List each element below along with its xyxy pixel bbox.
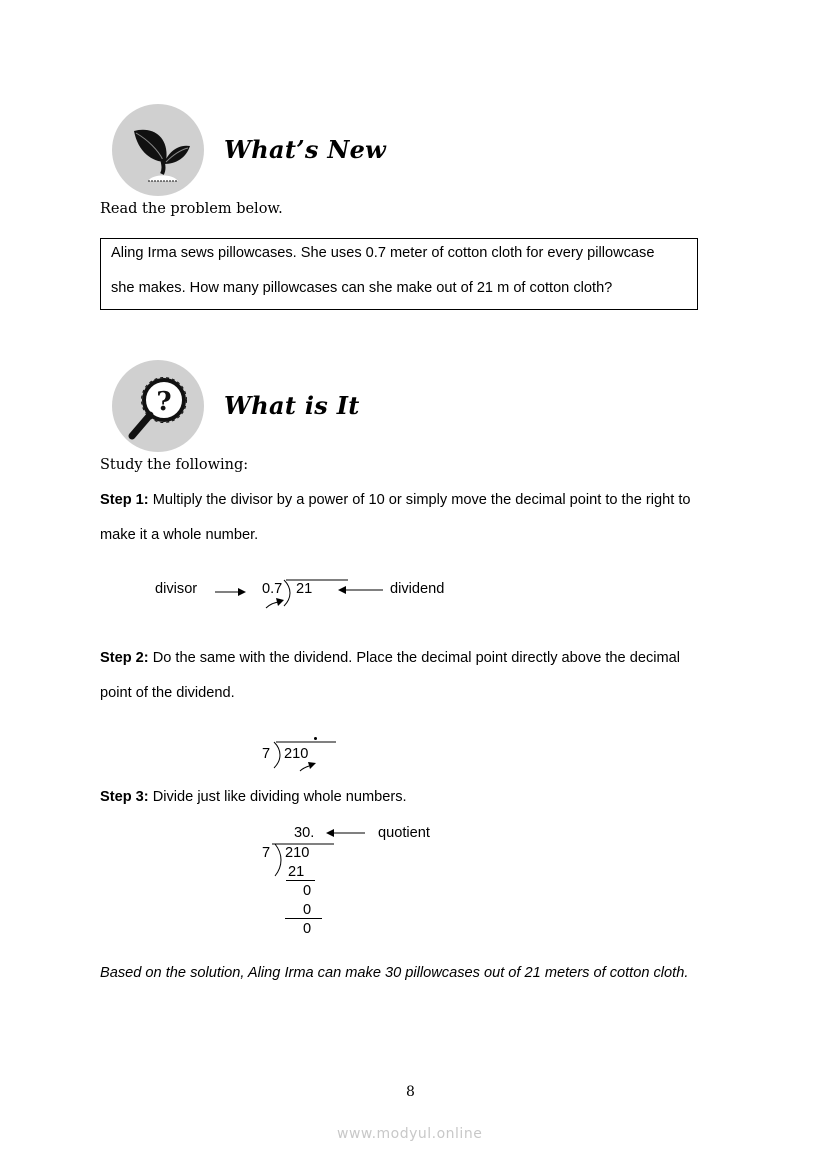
divisor-7-long: 7 <box>262 845 271 861</box>
divisor-value: 0.7 <box>262 581 283 597</box>
page-number: 8 <box>406 1084 415 1100</box>
step-2-label: Step 2: <box>100 650 149 666</box>
study-intro: Study the following: <box>100 457 249 473</box>
conclusion-text: Based on the solution, Aling Irma can make 30 pillowcases out of 21 meters of cotton cloth. <box>100 965 689 981</box>
long-division-row-4: 0 <box>303 921 312 937</box>
step-1-line-1: Step 1: Multiply the divisor by a power of 10 or simply move the decimal point to the right to <box>100 492 691 508</box>
dividend-label: dividend <box>390 581 445 597</box>
watermark: www.modyul.online <box>337 1126 483 1142</box>
arrow-right-icon <box>214 586 248 598</box>
long-division-row-2: 0 <box>303 883 312 899</box>
subtraction-line-2 <box>285 918 322 919</box>
curved-arrow-icon <box>264 596 286 612</box>
curved-arrow-icon <box>298 759 318 773</box>
divisor-label: divisor <box>155 581 198 597</box>
svg-text:?: ? <box>156 387 172 417</box>
dividend-210: 210 <box>284 746 309 762</box>
magnifier-question-icon <box>112 360 204 452</box>
quotient-value: 30. <box>294 825 315 841</box>
what-is-it-icon-badge <box>112 360 204 452</box>
long-division-row-3: 0 <box>303 902 312 918</box>
quotient-label: quotient <box>378 825 430 841</box>
long-division-row-1: 21 <box>288 864 305 880</box>
step-3-label: Step 3: <box>100 789 149 805</box>
dividend-value: 21 <box>296 581 313 597</box>
seedling-icon <box>112 104 204 196</box>
step-1-line-2: make it a whole number. <box>100 527 259 543</box>
problem-line-1: Aling Irma sews pillowcases. She uses 0.7 meter of cotton cloth for every pillowcase <box>111 245 655 261</box>
read-problem-intro: Read the problem below. <box>100 201 283 217</box>
whats-new-icon-badge <box>112 104 204 196</box>
divisor-7: 7 <box>262 746 271 762</box>
problem-box <box>100 238 698 310</box>
step-2-line-1: Step 2: Do the same with the dividend. Place the decimal point directly above the decimal <box>100 650 680 666</box>
step-2-line-2: point of the dividend. <box>100 685 235 701</box>
decimal-point-marker <box>314 737 317 740</box>
arrow-left-icon <box>337 584 387 596</box>
section-title-what-is-it: What is It <box>224 391 360 420</box>
subtraction-line-1 <box>286 880 315 881</box>
step-3-line-1: Step 3: Divide just like dividing whole numbers. <box>100 789 407 805</box>
problem-line-2: she makes. How many pillowcases can she make out of 21 m of cotton cloth? <box>111 280 613 296</box>
step-1-label: Step 1: <box>100 492 149 508</box>
dividend-210-long: 210 <box>285 845 310 861</box>
section-title-whats-new: What’s New <box>224 135 387 164</box>
arrow-left-icon <box>325 827 367 839</box>
